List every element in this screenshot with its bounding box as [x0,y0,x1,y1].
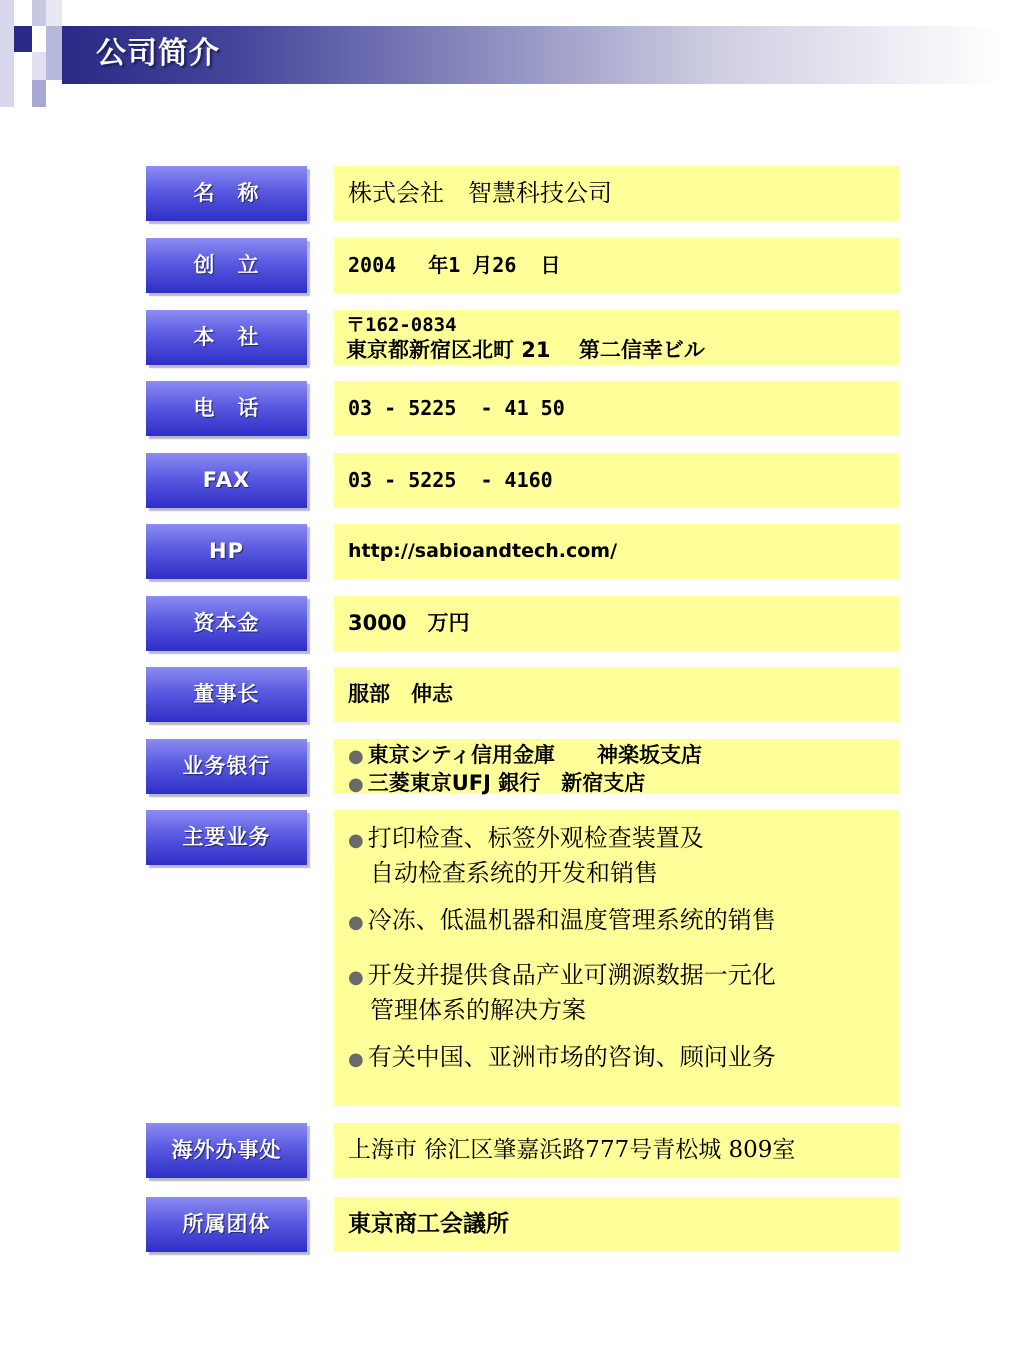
bullet-icon: ● [348,830,364,851]
label-chairman: 董事长 [146,667,307,722]
value-head-office [334,310,899,365]
business-item: ● 打印检查、标签外观检查装置及 自动检查系统的开发和销售 [348,824,704,887]
header-decor-square-1 [0,0,14,107]
header-decor-square-7 [46,26,62,80]
label-founded: 创 立 [146,238,307,293]
label-head-office: 本 社 [146,310,307,365]
page-title: 公司简介 [96,36,220,71]
header-decor-square-5 [32,52,46,80]
value-hp [334,524,899,579]
affiliation-name: 東京商工会議所 [348,1211,509,1237]
label-banks: 业务银行 [146,739,307,794]
overseas-address: 上海市 徐汇区肇嘉浜路777号青松城 809室 [348,1137,796,1163]
label-phone: 电 话 [146,381,307,436]
label-business: 主要业务 [146,810,307,865]
header-decor-square-2 [14,26,32,52]
business-item: ● 开发并提供食品产业可溯源数据一元化 管理体系的解决方案 [348,961,776,1024]
label-affiliation: 所属团体 [146,1197,307,1252]
value-name-text: 株式会社 智慧科技公司 [348,179,612,207]
fax-number: 03 - 5225 - 4160 [348,468,553,492]
value-affiliation [334,1197,899,1252]
label-overseas: 海外办事处 [146,1123,307,1178]
value-phone [334,381,899,436]
header-decor-square-4 [46,0,62,26]
label-capital: 资本金 [146,596,307,651]
business-item: ● 冷冻、低温机器和温度管理系统的销售 [348,906,776,934]
value-fax [334,453,899,508]
business-item: ● 有关中国、亚洲市场的咨询、顾问业务 [348,1043,776,1071]
value-founded-text: 2004 年1 月26 日 [348,253,561,277]
value-chairman [334,667,899,722]
header-decor-square-6 [32,80,46,107]
value-name [334,166,899,221]
value-business [334,810,899,1106]
value-overseas [334,1123,899,1178]
phone-number: 03 - 5225 - 41 50 [348,396,565,420]
value-capital [334,596,899,651]
label-hp: HP [146,524,307,579]
value-banks [334,739,899,794]
value-founded [334,238,899,293]
bank-item: ● 三菱東京UFJ 銀行 新宿支店 [348,771,646,795]
bullet-icon: ● [348,967,364,988]
address: 東京都新宿区北町 21 第二信幸ビル [346,338,705,362]
capital-amount: 3000 万円 [348,611,470,635]
bullet-icon: ● [348,1049,364,1070]
chairman-name: 服部 伸志 [348,682,453,706]
bullet-icon: ● [348,912,364,933]
postal-code: 〒162-0834 [346,314,457,336]
bank-item: ● 東京シティ信用金庫 神楽坂支店 [348,743,703,767]
bullet-icon: ● [348,746,364,767]
homepage-link[interactable]: http://sabioandtech.com/ [348,540,618,562]
label-fax: FAX [146,453,307,508]
header-decor-square-3 [32,0,46,26]
label-name: 名 称 [146,166,307,221]
bullet-icon: ● [348,774,364,795]
